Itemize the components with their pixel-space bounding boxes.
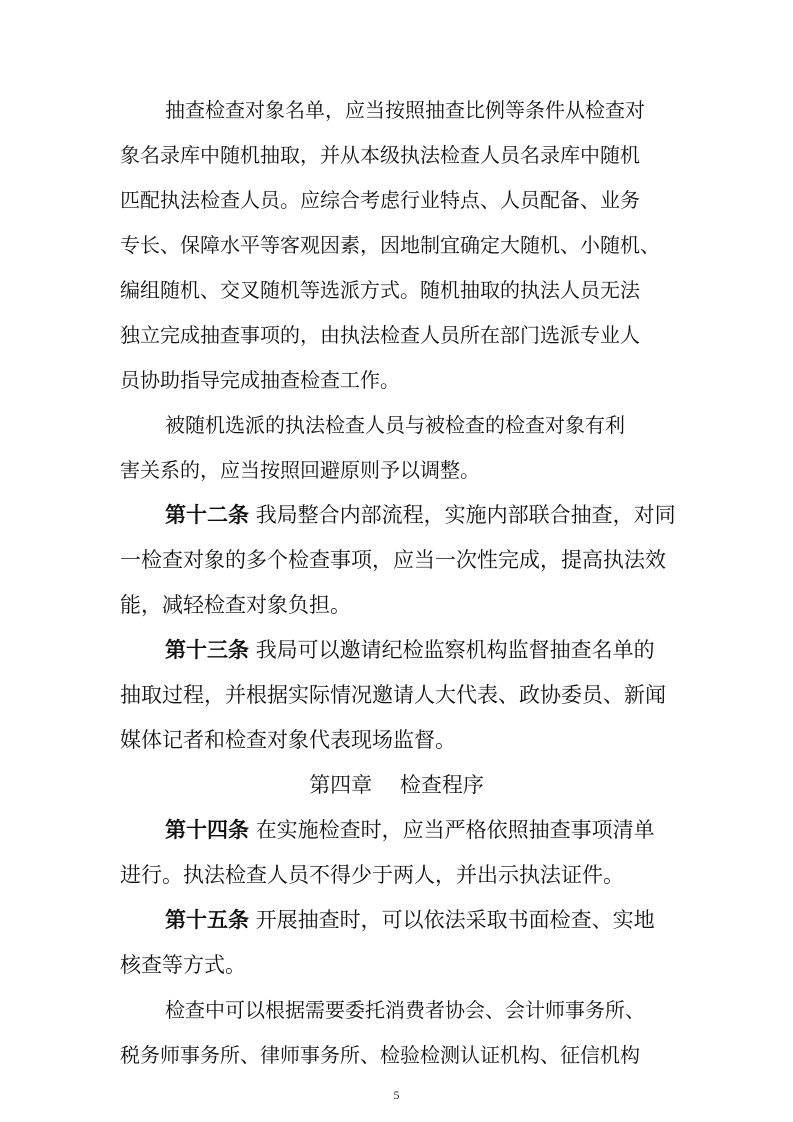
text-line: 一检查对象的多个检查事项，应当一次性完成，提高执法效	[120, 548, 666, 572]
article-text: 在实施检查时，应当严格依照抽查事项清单	[255, 818, 655, 842]
chapter-heading: 第四章 检查程序	[309, 773, 484, 797]
text-line: 被随机选派的执法检查人员与被检查的检查对象有利	[165, 413, 625, 437]
article-label: 第十三条	[165, 638, 249, 662]
text-line: 检查中可以根据需要委托消费者协会、会计师事务所、	[165, 998, 645, 1022]
text-line: 进行。执法检查人员不得少于两人，并出示执法证件。	[120, 863, 624, 887]
text-line: 害关系的，应当按照回避原则予以调整。	[120, 458, 480, 482]
article-text: 开展抽查时，可以依法采取书面检查、实地	[255, 908, 655, 932]
text-line: 抽取过程，并根据实际情况邀请人大代表、政协委员、新闻	[120, 683, 666, 707]
article-line	[165, 816, 655, 844]
article-label: 第十四条	[165, 818, 249, 842]
text-line: 编组随机、交叉随机等选派方式。随机抽取的执法人员无法	[120, 278, 640, 302]
text-line: 核查等方式。	[120, 953, 246, 977]
page-number: 5	[393, 1088, 400, 1102]
article-text: 我局整合内部流程，实施内部联合抽查，对同	[255, 503, 676, 527]
text-line: 员协助指导完成抽查检查工作。	[120, 368, 400, 392]
text-line: 独立完成抽查事项的，由执法检查人员所在部门选派专业人	[120, 323, 640, 347]
article-line	[165, 906, 655, 934]
text-line: 专长、保障水平等客观因素，因地制宜确定大随机、小随机、	[120, 233, 660, 257]
text-line: 抽查检查对象名单，应当按照抽查比例等条件从检查对	[165, 98, 645, 122]
article-text: 我局可以邀请纪检监察机构监督抽查名单的	[255, 638, 655, 662]
article-label: 第十二条	[165, 503, 249, 527]
article-line	[165, 501, 676, 529]
text-line: 匹配执法检查人员。应综合考虑行业特点、人员配备、业务	[120, 188, 640, 212]
text-line: 税务师事务所、律师事务所、检验检测认证机构、征信机构	[120, 1043, 640, 1067]
article-line	[165, 636, 655, 664]
text-line: 媒体记者和检查对象代表现场监督。	[120, 728, 456, 752]
article-label: 第十五条	[165, 908, 249, 932]
text-line: 象名录库中随机抽取，并从本级执法检查人员名录库中随机	[120, 143, 640, 167]
text-line: 能，减轻检查对象负担。	[120, 593, 351, 617]
